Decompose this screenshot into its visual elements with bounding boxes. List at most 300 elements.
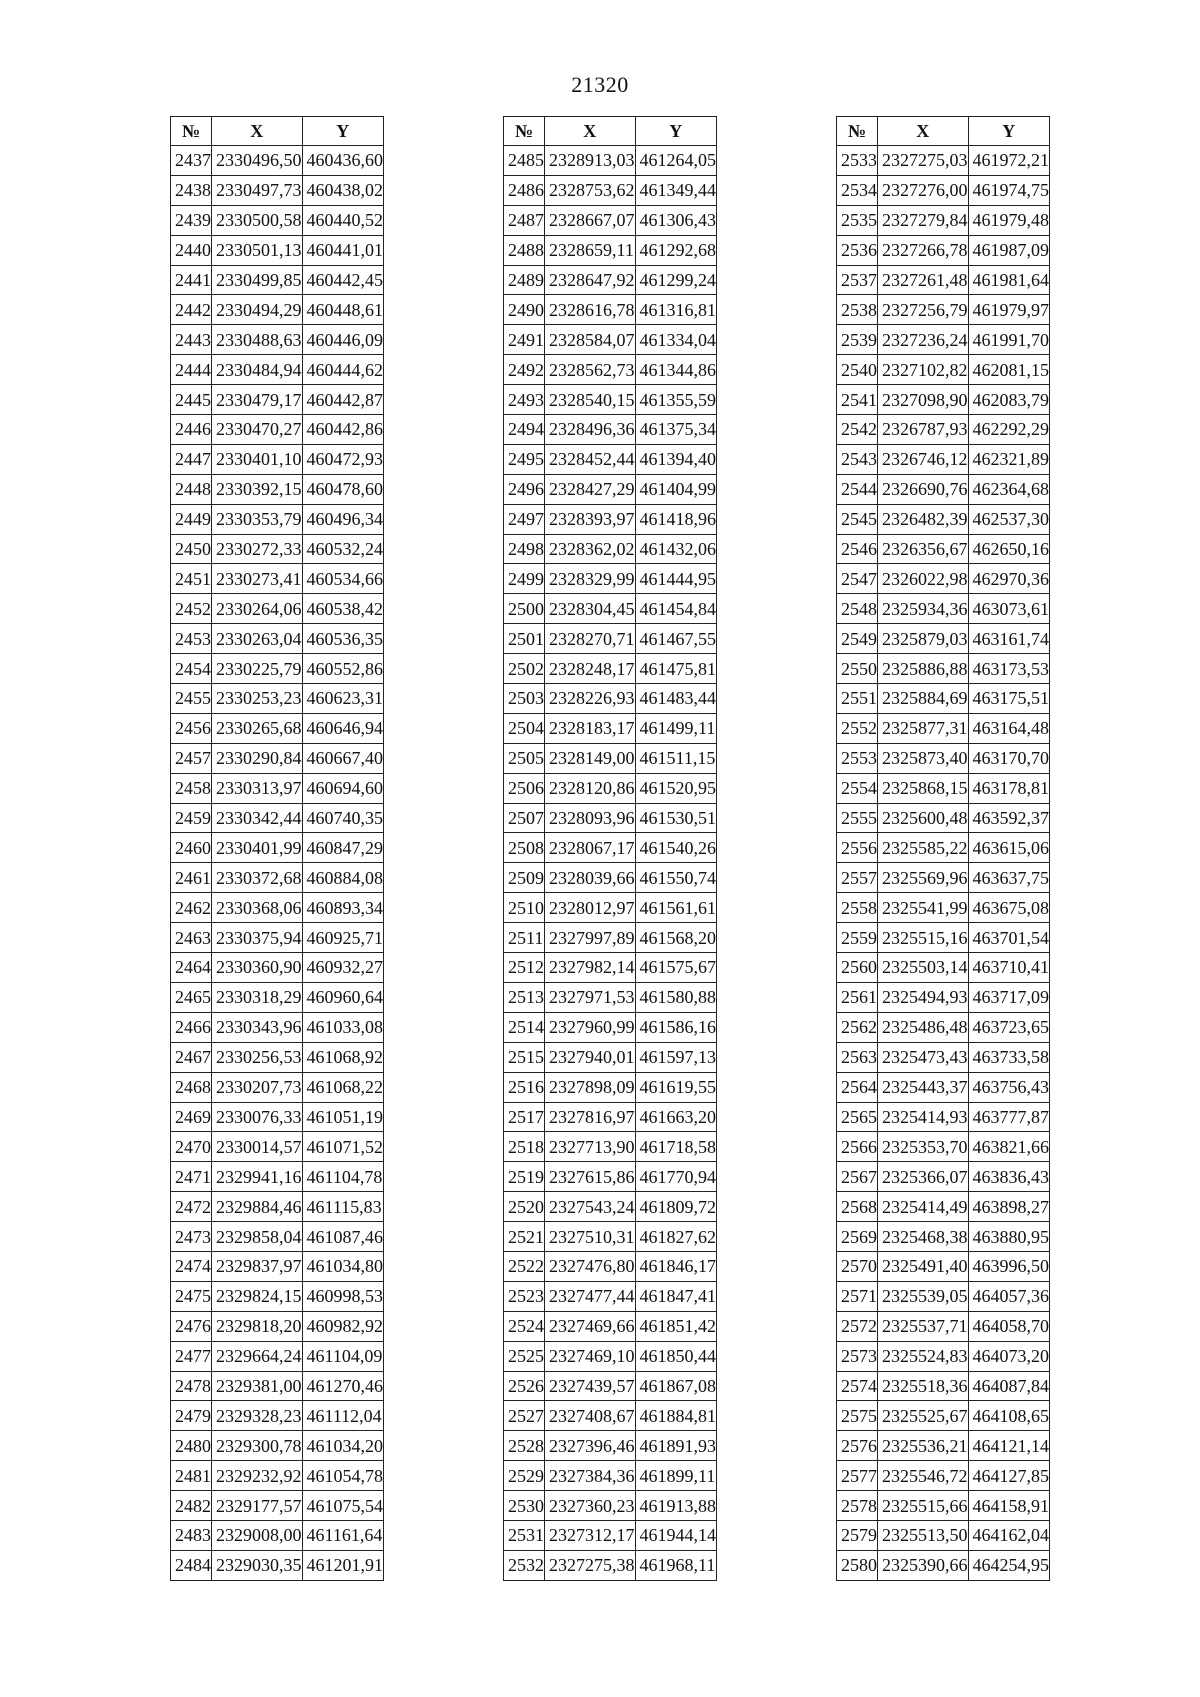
table-row — [504, 654, 717, 684]
x-coordinate-cell: 2325546,72 — [878, 1461, 969, 1491]
table-row — [171, 1341, 384, 1371]
point-number-cell: 2528 — [504, 1431, 545, 1461]
x-coordinate-cell: 2330372,68 — [212, 863, 303, 893]
point-number-cell: 2507 — [504, 803, 545, 833]
point-number-cell: 2569 — [837, 1222, 878, 1252]
point-number-cell: 2567 — [837, 1162, 878, 1192]
table-row — [837, 982, 1050, 1012]
table-row — [171, 624, 384, 654]
x-coordinate-cell: 2327279,84 — [878, 205, 969, 235]
x-coordinate-cell: 2328562,73 — [545, 355, 636, 385]
y-coordinate-cell: 463733,58 — [968, 1042, 1050, 1072]
table-row — [171, 953, 384, 983]
table-row — [504, 893, 717, 923]
x-coordinate-cell: 2328183,17 — [545, 713, 636, 743]
y-coordinate-cell: 460532,24 — [302, 534, 384, 564]
y-coordinate-cell: 461987,09 — [968, 235, 1050, 265]
table-row — [504, 594, 717, 624]
y-coordinate-cell: 461087,46 — [302, 1222, 384, 1252]
point-number-cell: 2529 — [504, 1461, 545, 1491]
table-row — [837, 1072, 1050, 1102]
x-coordinate-cell: 2326690,76 — [878, 474, 969, 504]
y-coordinate-cell: 464058,70 — [968, 1311, 1050, 1341]
x-coordinate-cell: 2327960,99 — [545, 1012, 636, 1042]
y-coordinate-cell: 463701,54 — [968, 923, 1050, 953]
table-row — [837, 415, 1050, 445]
table-row — [504, 325, 717, 355]
table-row — [837, 474, 1050, 504]
y-coordinate-cell: 461071,52 — [302, 1132, 384, 1162]
point-number-cell: 2461 — [171, 863, 212, 893]
table-row — [837, 1042, 1050, 1072]
x-coordinate-cell: 2330501,13 — [212, 235, 303, 265]
y-coordinate-cell: 463996,50 — [968, 1251, 1050, 1281]
point-number-cell: 2540 — [837, 355, 878, 385]
table-row — [837, 684, 1050, 714]
x-coordinate-cell: 2330375,94 — [212, 923, 303, 953]
x-coordinate-cell: 2330076,33 — [212, 1102, 303, 1132]
point-number-cell: 2566 — [837, 1132, 878, 1162]
x-coordinate-cell: 2327469,10 — [545, 1341, 636, 1371]
table-row — [171, 1550, 384, 1580]
x-coordinate-cell: 2327615,86 — [545, 1162, 636, 1192]
point-number-cell: 2518 — [504, 1132, 545, 1162]
table-row — [837, 1401, 1050, 1431]
y-coordinate-cell: 463675,08 — [968, 893, 1050, 923]
x-coordinate-cell: 2330256,53 — [212, 1042, 303, 1072]
table-row — [171, 564, 384, 594]
y-coordinate-cell: 462537,30 — [968, 504, 1050, 534]
table-row — [171, 803, 384, 833]
y-coordinate-cell: 464158,91 — [968, 1491, 1050, 1521]
x-coordinate-cell: 2329232,92 — [212, 1461, 303, 1491]
y-coordinate-cell: 460472,93 — [302, 444, 384, 474]
y-coordinate-cell: 460884,08 — [302, 863, 384, 893]
x-coordinate-cell: 2325877,31 — [878, 713, 969, 743]
point-number-cell: 2470 — [171, 1132, 212, 1162]
x-coordinate-cell: 2327408,67 — [545, 1401, 636, 1431]
y-coordinate-cell: 461597,13 — [635, 1042, 717, 1072]
point-number-cell: 2527 — [504, 1401, 545, 1431]
y-coordinate-cell: 463161,74 — [968, 624, 1050, 654]
y-coordinate-cell: 461104,09 — [302, 1341, 384, 1371]
point-number-cell: 2517 — [504, 1102, 545, 1132]
point-number-cell: 2531 — [504, 1520, 545, 1550]
point-number-cell: 2502 — [504, 654, 545, 684]
table-row — [171, 1371, 384, 1401]
point-number-cell: 2444 — [171, 355, 212, 385]
table-row — [504, 1192, 717, 1222]
point-number-cell: 2460 — [171, 833, 212, 863]
x-coordinate-cell: 2325585,22 — [878, 833, 969, 863]
point-number-cell: 2479 — [171, 1401, 212, 1431]
table-row — [837, 1281, 1050, 1311]
x-coordinate-cell: 2327275,03 — [878, 146, 969, 176]
x-coordinate-cell: 2325569,96 — [878, 863, 969, 893]
x-coordinate-cell: 2327439,57 — [545, 1371, 636, 1401]
y-coordinate-cell: 461292,68 — [635, 235, 717, 265]
point-number-cell: 2519 — [504, 1162, 545, 1192]
point-number-cell: 2452 — [171, 594, 212, 624]
point-number-cell: 2481 — [171, 1461, 212, 1491]
y-coordinate-cell: 461663,20 — [635, 1102, 717, 1132]
x-coordinate-cell: 2328667,07 — [545, 205, 636, 235]
y-coordinate-cell: 461530,51 — [635, 803, 717, 833]
x-coordinate-cell: 2330484,94 — [212, 355, 303, 385]
y-coordinate-cell: 460436,60 — [302, 146, 384, 176]
point-number-cell: 2501 — [504, 624, 545, 654]
point-number-cell: 2543 — [837, 444, 878, 474]
x-coordinate-cell: 2328616,78 — [545, 295, 636, 325]
y-coordinate-cell: 463821,66 — [968, 1132, 1050, 1162]
x-coordinate-cell: 2330494,29 — [212, 295, 303, 325]
table-header-row — [837, 117, 1050, 146]
y-coordinate-cell: 461454,84 — [635, 594, 717, 624]
table-row — [504, 295, 717, 325]
table-row — [837, 1371, 1050, 1401]
x-coordinate-cell: 2329941,16 — [212, 1162, 303, 1192]
point-number-cell: 2514 — [504, 1012, 545, 1042]
x-coordinate-cell: 2325494,93 — [878, 982, 969, 1012]
table-row — [837, 713, 1050, 743]
point-number-cell: 2440 — [171, 235, 212, 265]
y-coordinate-cell: 461475,81 — [635, 654, 717, 684]
y-coordinate-cell: 463170,70 — [968, 743, 1050, 773]
table-row — [837, 355, 1050, 385]
x-coordinate-cell: 2330264,06 — [212, 594, 303, 624]
x-coordinate-cell: 2327469,66 — [545, 1311, 636, 1341]
y-coordinate-cell: 462083,79 — [968, 385, 1050, 415]
y-coordinate-cell: 464057,36 — [968, 1281, 1050, 1311]
y-coordinate-cell: 461115,83 — [302, 1192, 384, 1222]
y-coordinate-cell: 461051,19 — [302, 1102, 384, 1132]
table-row — [837, 205, 1050, 235]
point-number-cell: 2572 — [837, 1311, 878, 1341]
table-row — [837, 295, 1050, 325]
point-number-cell: 2544 — [837, 474, 878, 504]
x-coordinate-cell: 2328753,62 — [545, 175, 636, 205]
table-row — [837, 1012, 1050, 1042]
y-coordinate-cell: 460538,42 — [302, 594, 384, 624]
x-coordinate-cell: 2325443,37 — [878, 1072, 969, 1102]
point-number-cell: 2513 — [504, 982, 545, 1012]
y-coordinate-cell: 460446,09 — [302, 325, 384, 355]
point-number-cell: 2490 — [504, 295, 545, 325]
table-row — [171, 1281, 384, 1311]
point-number-cell: 2500 — [504, 594, 545, 624]
table-row — [504, 1491, 717, 1521]
table-row — [171, 1192, 384, 1222]
table-row — [504, 504, 717, 534]
x-coordinate-cell: 2327276,00 — [878, 175, 969, 205]
x-coordinate-cell: 2327997,89 — [545, 923, 636, 953]
table-row — [171, 1401, 384, 1431]
point-number-cell: 2468 — [171, 1072, 212, 1102]
header-y: Y — [302, 117, 384, 146]
table-row — [504, 146, 717, 176]
table-row — [504, 982, 717, 1012]
point-number-cell: 2482 — [171, 1491, 212, 1521]
y-coordinate-cell: 461561,61 — [635, 893, 717, 923]
table-row — [504, 385, 717, 415]
y-coordinate-cell: 461444,95 — [635, 564, 717, 594]
x-coordinate-cell: 2328427,29 — [545, 474, 636, 504]
table-row — [837, 1222, 1050, 1252]
y-coordinate-cell: 460623,31 — [302, 684, 384, 714]
y-coordinate-cell: 461809,72 — [635, 1192, 717, 1222]
table-row — [504, 564, 717, 594]
point-number-cell: 2462 — [171, 893, 212, 923]
table-row — [504, 1222, 717, 1252]
table-row — [171, 325, 384, 355]
x-coordinate-cell: 2327816,97 — [545, 1102, 636, 1132]
table-row — [171, 833, 384, 863]
point-number-cell: 2548 — [837, 594, 878, 624]
y-coordinate-cell: 463723,65 — [968, 1012, 1050, 1042]
x-coordinate-cell: 2325879,03 — [878, 624, 969, 654]
point-number-cell: 2443 — [171, 325, 212, 355]
point-number-cell: 2447 — [171, 444, 212, 474]
table-row — [837, 1550, 1050, 1580]
point-number-cell: 2471 — [171, 1162, 212, 1192]
y-coordinate-cell: 463898,27 — [968, 1192, 1050, 1222]
point-number-cell: 2451 — [171, 564, 212, 594]
point-number-cell: 2441 — [171, 265, 212, 295]
table-row — [837, 1491, 1050, 1521]
y-coordinate-cell: 461334,04 — [635, 325, 717, 355]
x-coordinate-cell: 2329818,20 — [212, 1311, 303, 1341]
table-row — [171, 1520, 384, 1550]
point-number-cell: 2437 — [171, 146, 212, 176]
y-coordinate-cell: 461033,08 — [302, 1012, 384, 1042]
x-coordinate-cell: 2325541,99 — [878, 893, 969, 923]
x-coordinate-cell: 2330401,99 — [212, 833, 303, 863]
table-row — [171, 713, 384, 743]
x-coordinate-cell: 2328120,86 — [545, 773, 636, 803]
table-row — [171, 1072, 384, 1102]
point-number-cell: 2478 — [171, 1371, 212, 1401]
y-coordinate-cell: 461979,97 — [968, 295, 1050, 325]
x-coordinate-cell: 2327312,17 — [545, 1520, 636, 1550]
y-coordinate-cell: 461944,14 — [635, 1520, 717, 1550]
x-coordinate-cell: 2327543,24 — [545, 1192, 636, 1222]
x-coordinate-cell: 2327275,38 — [545, 1550, 636, 1580]
y-coordinate-cell: 460932,27 — [302, 953, 384, 983]
x-coordinate-cell: 2329328,23 — [212, 1401, 303, 1431]
y-coordinate-cell: 460496,34 — [302, 504, 384, 534]
table-row — [171, 355, 384, 385]
x-coordinate-cell: 2330353,79 — [212, 504, 303, 534]
x-coordinate-cell: 2328067,17 — [545, 833, 636, 863]
header-number: № — [171, 117, 212, 146]
table-row — [504, 534, 717, 564]
table-row — [504, 1311, 717, 1341]
point-number-cell: 2575 — [837, 1401, 878, 1431]
table-row — [171, 1042, 384, 1072]
table-row — [171, 982, 384, 1012]
y-coordinate-cell: 463175,51 — [968, 684, 1050, 714]
point-number-cell: 2551 — [837, 684, 878, 714]
y-coordinate-cell: 461827,62 — [635, 1222, 717, 1252]
table-row — [837, 564, 1050, 594]
x-coordinate-cell: 2328149,00 — [545, 743, 636, 773]
point-number-cell: 2515 — [504, 1042, 545, 1072]
table-row — [504, 803, 717, 833]
y-coordinate-cell: 461306,43 — [635, 205, 717, 235]
x-coordinate-cell: 2325491,40 — [878, 1251, 969, 1281]
x-coordinate-cell: 2329177,57 — [212, 1491, 303, 1521]
y-coordinate-cell: 463637,75 — [968, 863, 1050, 893]
x-coordinate-cell: 2325515,16 — [878, 923, 969, 953]
y-coordinate-cell: 461034,80 — [302, 1251, 384, 1281]
y-coordinate-cell: 460646,94 — [302, 713, 384, 743]
table-row — [171, 415, 384, 445]
x-coordinate-cell: 2328540,15 — [545, 385, 636, 415]
point-number-cell: 2534 — [837, 175, 878, 205]
y-coordinate-cell: 461850,44 — [635, 1341, 717, 1371]
point-number-cell: 2571 — [837, 1281, 878, 1311]
table-row — [837, 624, 1050, 654]
x-coordinate-cell: 2330368,06 — [212, 893, 303, 923]
x-coordinate-cell: 2326356,67 — [878, 534, 969, 564]
y-coordinate-cell: 461394,40 — [635, 444, 717, 474]
x-coordinate-cell: 2330360,90 — [212, 953, 303, 983]
x-coordinate-cell: 2328362,02 — [545, 534, 636, 564]
point-number-cell: 2505 — [504, 743, 545, 773]
y-coordinate-cell: 460441,01 — [302, 235, 384, 265]
y-coordinate-cell: 463756,43 — [968, 1072, 1050, 1102]
point-number-cell: 2538 — [837, 295, 878, 325]
point-number-cell: 2577 — [837, 1461, 878, 1491]
y-coordinate-cell: 461981,64 — [968, 265, 1050, 295]
table-row — [504, 1072, 717, 1102]
y-coordinate-cell: 461349,44 — [635, 175, 717, 205]
y-coordinate-cell: 464087,84 — [968, 1371, 1050, 1401]
table-row — [504, 444, 717, 474]
y-coordinate-cell: 461540,26 — [635, 833, 717, 863]
point-number-cell: 2552 — [837, 713, 878, 743]
table-row — [171, 773, 384, 803]
x-coordinate-cell: 2325503,14 — [878, 953, 969, 983]
table-row — [504, 684, 717, 714]
y-coordinate-cell: 461404,99 — [635, 474, 717, 504]
point-number-cell: 2547 — [837, 564, 878, 594]
point-number-cell: 2556 — [837, 833, 878, 863]
y-coordinate-cell: 461580,88 — [635, 982, 717, 1012]
point-number-cell: 2573 — [837, 1341, 878, 1371]
x-coordinate-cell: 2327713,90 — [545, 1132, 636, 1162]
x-coordinate-cell: 2325468,38 — [878, 1222, 969, 1252]
table-row — [171, 1102, 384, 1132]
table-row — [171, 1012, 384, 1042]
table-row — [837, 325, 1050, 355]
table-row — [837, 1341, 1050, 1371]
x-coordinate-cell: 2330225,79 — [212, 654, 303, 684]
point-number-cell: 2439 — [171, 205, 212, 235]
x-coordinate-cell: 2327098,90 — [878, 385, 969, 415]
point-number-cell: 2503 — [504, 684, 545, 714]
table-row — [171, 863, 384, 893]
table-row — [171, 534, 384, 564]
x-coordinate-cell: 2325600,48 — [878, 803, 969, 833]
point-number-cell: 2449 — [171, 504, 212, 534]
table-row — [504, 1162, 717, 1192]
table-row — [504, 1012, 717, 1042]
header-x: X — [212, 117, 303, 146]
table-row — [171, 1431, 384, 1461]
x-coordinate-cell: 2327102,82 — [878, 355, 969, 385]
point-number-cell: 2483 — [171, 1520, 212, 1550]
y-coordinate-cell: 461568,20 — [635, 923, 717, 953]
table-row — [837, 743, 1050, 773]
y-coordinate-cell: 461575,67 — [635, 953, 717, 983]
point-number-cell: 2455 — [171, 684, 212, 714]
x-coordinate-cell: 2328226,93 — [545, 684, 636, 714]
y-coordinate-cell: 463592,37 — [968, 803, 1050, 833]
coordinate-table-2 — [503, 116, 717, 1581]
table-row — [837, 235, 1050, 265]
point-number-cell: 2486 — [504, 175, 545, 205]
y-coordinate-cell: 461112,04 — [302, 1401, 384, 1431]
point-number-cell: 2545 — [837, 504, 878, 534]
point-number-cell: 2554 — [837, 773, 878, 803]
y-coordinate-cell: 460847,29 — [302, 833, 384, 863]
point-number-cell: 2564 — [837, 1072, 878, 1102]
y-coordinate-cell: 460694,60 — [302, 773, 384, 803]
table-row — [504, 624, 717, 654]
table-row — [504, 235, 717, 265]
point-number-cell: 2565 — [837, 1102, 878, 1132]
point-number-cell: 2491 — [504, 325, 545, 355]
point-number-cell: 2516 — [504, 1072, 545, 1102]
table-row — [171, 1491, 384, 1521]
y-coordinate-cell: 461520,95 — [635, 773, 717, 803]
y-coordinate-cell: 461867,08 — [635, 1371, 717, 1401]
point-number-cell: 2442 — [171, 295, 212, 325]
y-coordinate-cell: 462970,36 — [968, 564, 1050, 594]
table-row — [504, 743, 717, 773]
x-coordinate-cell: 2325414,49 — [878, 1192, 969, 1222]
x-coordinate-cell: 2329884,46 — [212, 1192, 303, 1222]
x-coordinate-cell: 2330265,68 — [212, 713, 303, 743]
y-coordinate-cell: 461891,93 — [635, 1431, 717, 1461]
x-coordinate-cell: 2326482,39 — [878, 504, 969, 534]
point-number-cell: 2553 — [837, 743, 878, 773]
x-coordinate-cell: 2328270,71 — [545, 624, 636, 654]
table-row — [837, 773, 1050, 803]
point-number-cell: 2438 — [171, 175, 212, 205]
y-coordinate-cell: 460667,40 — [302, 743, 384, 773]
y-coordinate-cell: 460960,64 — [302, 982, 384, 1012]
y-coordinate-cell: 460444,62 — [302, 355, 384, 385]
table-row — [504, 415, 717, 445]
x-coordinate-cell: 2328329,99 — [545, 564, 636, 594]
table-row — [837, 1311, 1050, 1341]
y-coordinate-cell: 461586,16 — [635, 1012, 717, 1042]
y-coordinate-cell: 462292,29 — [968, 415, 1050, 445]
table-row — [171, 504, 384, 534]
y-coordinate-cell: 462321,89 — [968, 444, 1050, 474]
y-coordinate-cell: 461619,55 — [635, 1072, 717, 1102]
table-row — [504, 833, 717, 863]
table-row — [504, 773, 717, 803]
y-coordinate-cell: 461718,58 — [635, 1132, 717, 1162]
y-coordinate-cell: 461899,11 — [635, 1461, 717, 1491]
x-coordinate-cell: 2329008,00 — [212, 1520, 303, 1550]
y-coordinate-cell: 461974,75 — [968, 175, 1050, 205]
x-coordinate-cell: 2327360,23 — [545, 1491, 636, 1521]
x-coordinate-cell: 2325886,88 — [878, 654, 969, 684]
